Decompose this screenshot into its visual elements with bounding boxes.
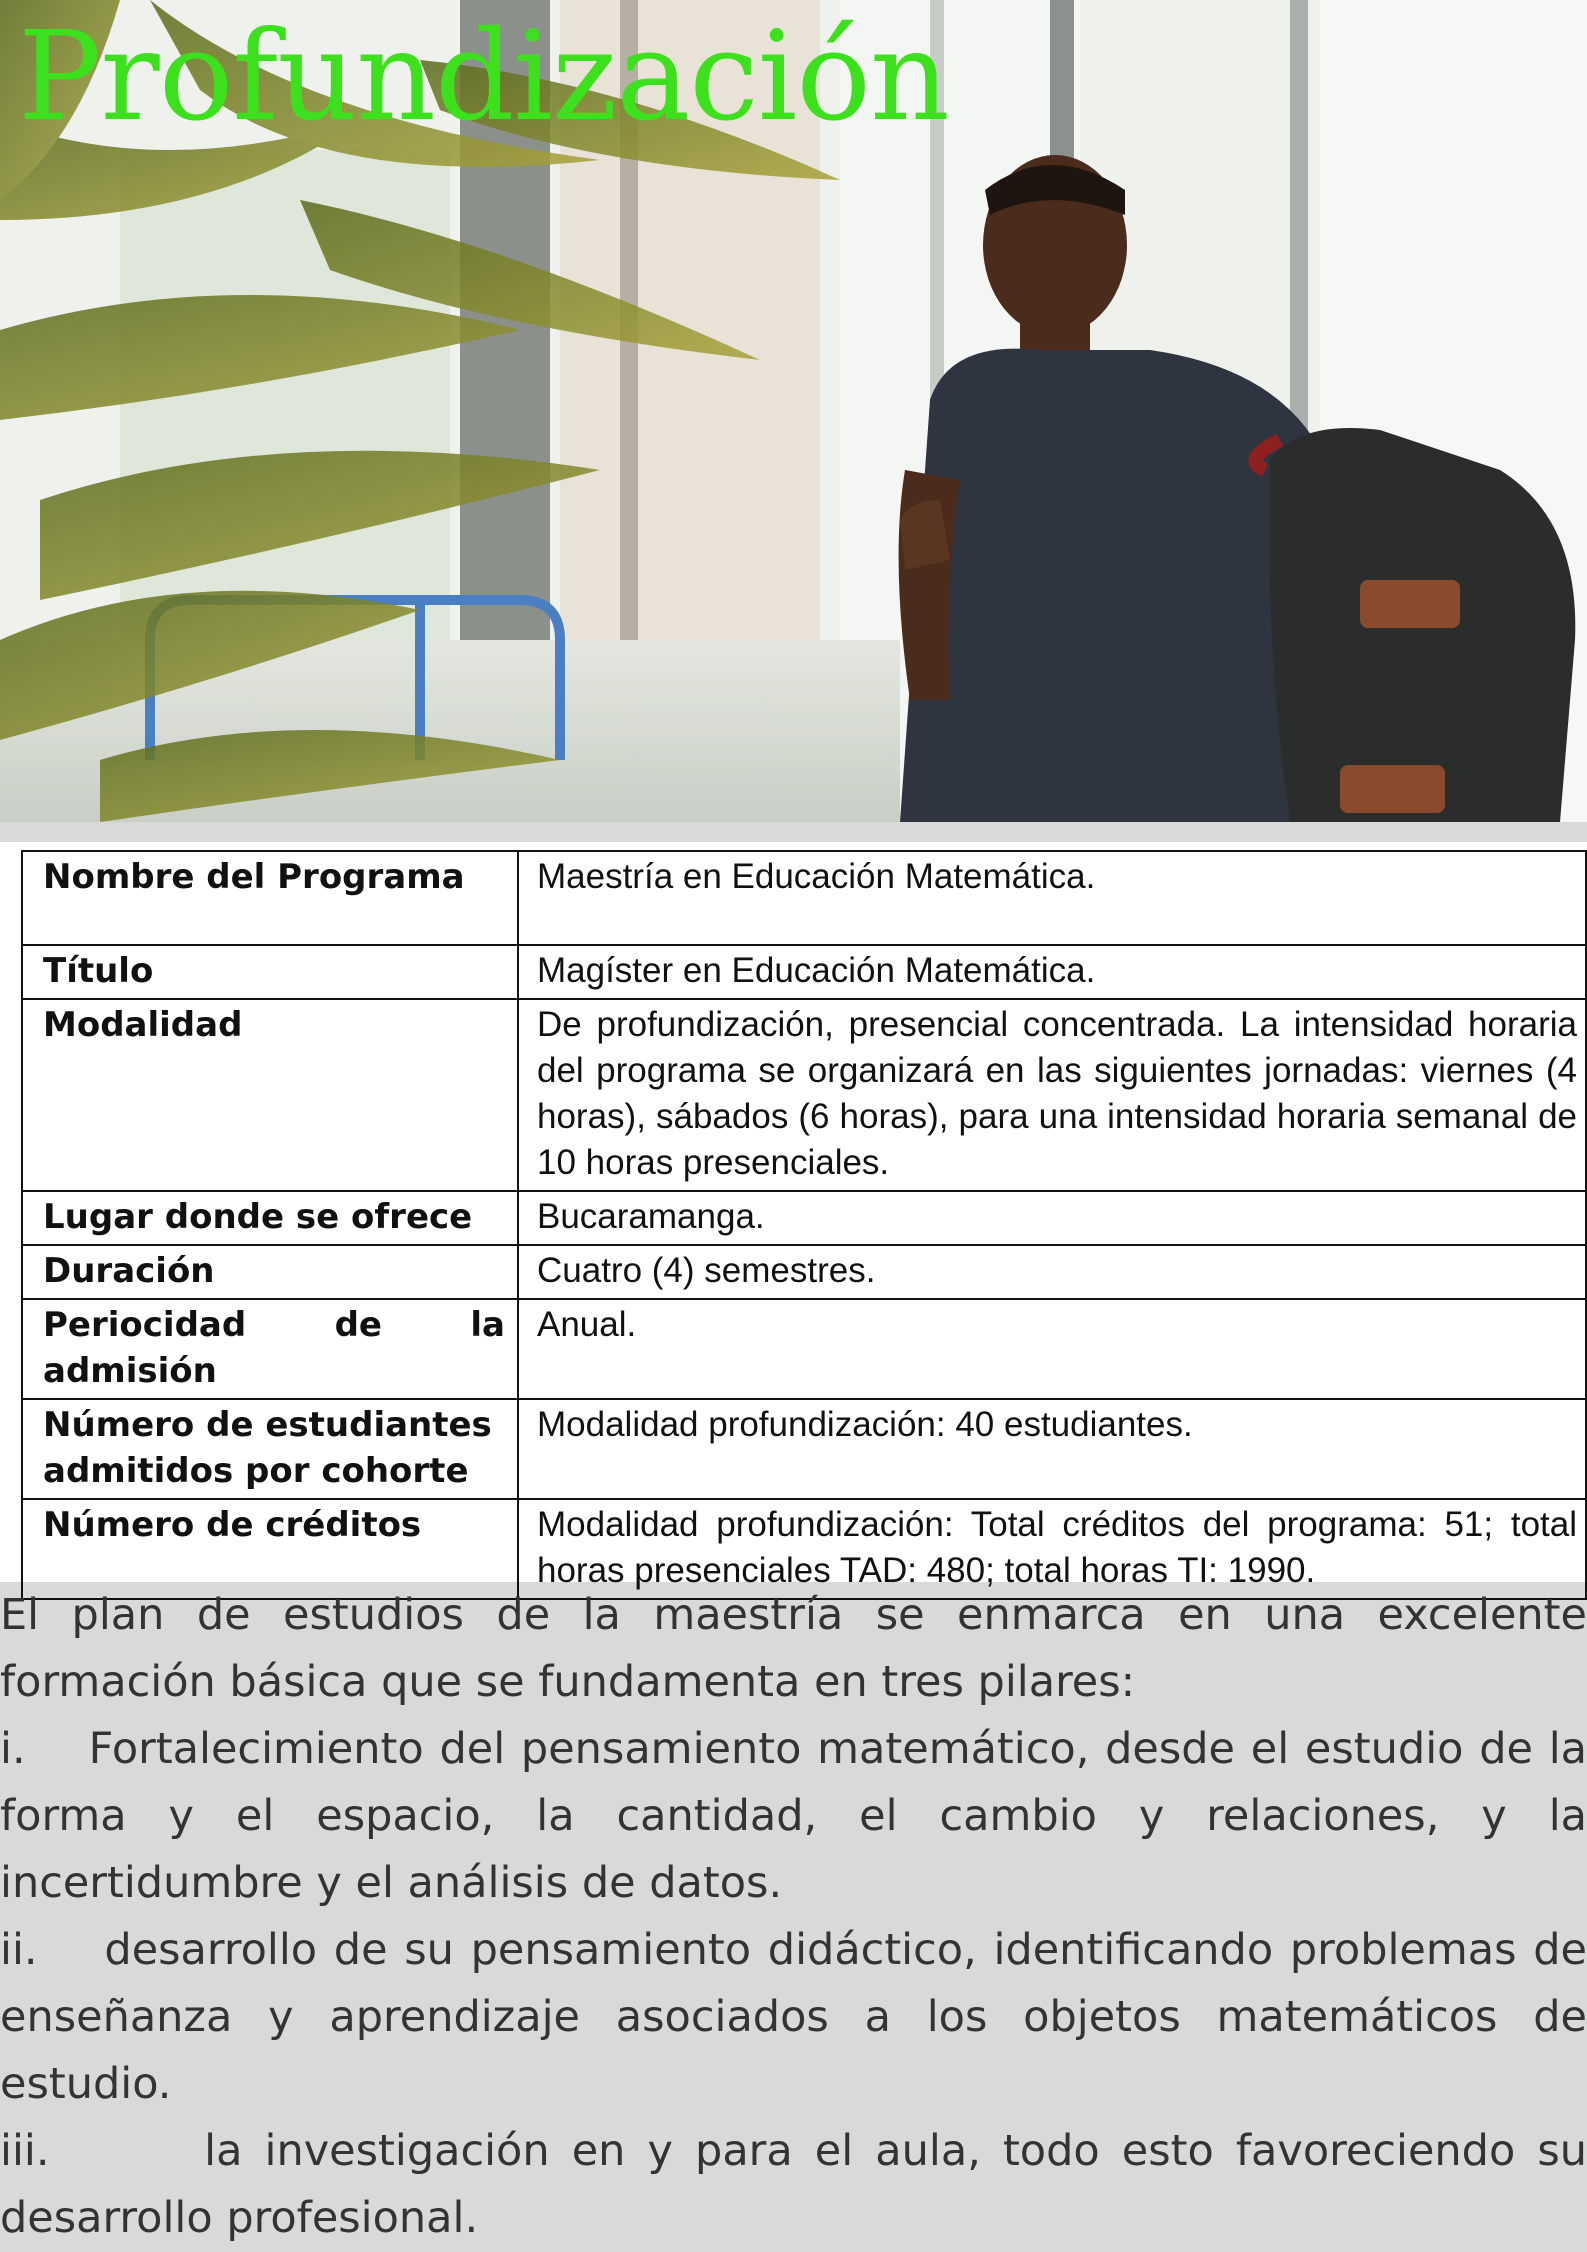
row-value: Bucaramanga. <box>518 1191 1586 1245</box>
row-label: Número de créditos <box>22 1499 518 1599</box>
row-label: Modalidad <box>22 999 518 1191</box>
row-label: Periocidad de la admisión <box>22 1299 518 1399</box>
table-row <box>22 1191 1586 1245</box>
row-value: Anual. <box>518 1299 1586 1399</box>
row-label: Título <box>22 945 518 999</box>
row-label: Lugar donde se ofrece <box>22 1191 518 1245</box>
intro-paragraph: El plan de estudios de la maestría se enmarca en una excelente formación básica que se fundamenta en tres pilares: <box>0 1590 1587 1707</box>
table-row <box>22 999 1586 1191</box>
pillar-item: iii. la investigación en y para el aula, todo esto favoreciendo su desarrollo profesional. <box>0 2126 1587 2243</box>
row-value: Modalidad profundización: Total créditos del programa: 51; total horas presenciales TAD: 480; total horas TI: 1990. <box>518 1499 1586 1599</box>
table-row <box>22 1299 1586 1399</box>
pillar-item: i. Fortalecimiento del pensamiento matemático, desde el estudio de la forma y el espacio, la cantidad, el cambio y relaciones, y la incertidumbre y el análisis de datos. <box>0 1724 1587 1908</box>
table-row <box>22 851 1586 945</box>
pillar-item: ii. desarrollo de su pensamiento didáctico, identificando problemas de enseñanza y aprendizaje asociados a los objetos matemáticos de estudio. <box>0 1925 1587 2109</box>
table-row <box>22 1245 1586 1299</box>
hero-banner <box>0 0 1587 822</box>
divider-strip <box>0 822 1587 842</box>
program-info-panel <box>0 842 1587 1590</box>
program-info-table <box>21 850 1587 1600</box>
row-label: Duración <box>22 1245 518 1299</box>
table-row <box>22 1399 1586 1499</box>
row-value: Modalidad profundización: 40 estudiantes. <box>518 1399 1586 1499</box>
row-label: Nombre del Programa <box>22 851 518 945</box>
table-row <box>22 945 1586 999</box>
study-plan-description <box>0 1582 1587 2252</box>
row-value: Cuatro (4) semestres. <box>518 1245 1586 1299</box>
row-value: De profundización, presencial concentrada. La intensidad horaria del programa se organizará en las siguientes jornadas: viernes (4 horas), sábados (6 horas), para una intensidad horaria semanal de 10 horas presenciales. <box>518 999 1586 1191</box>
row-value: Magíster en Educación Matemática. <box>518 945 1586 999</box>
row-label: Número de estudiantes admitidos por cohorte <box>22 1399 518 1499</box>
row-value: Maestría en Educación Matemática. <box>518 851 1586 945</box>
page-title: Profundización <box>18 5 949 149</box>
